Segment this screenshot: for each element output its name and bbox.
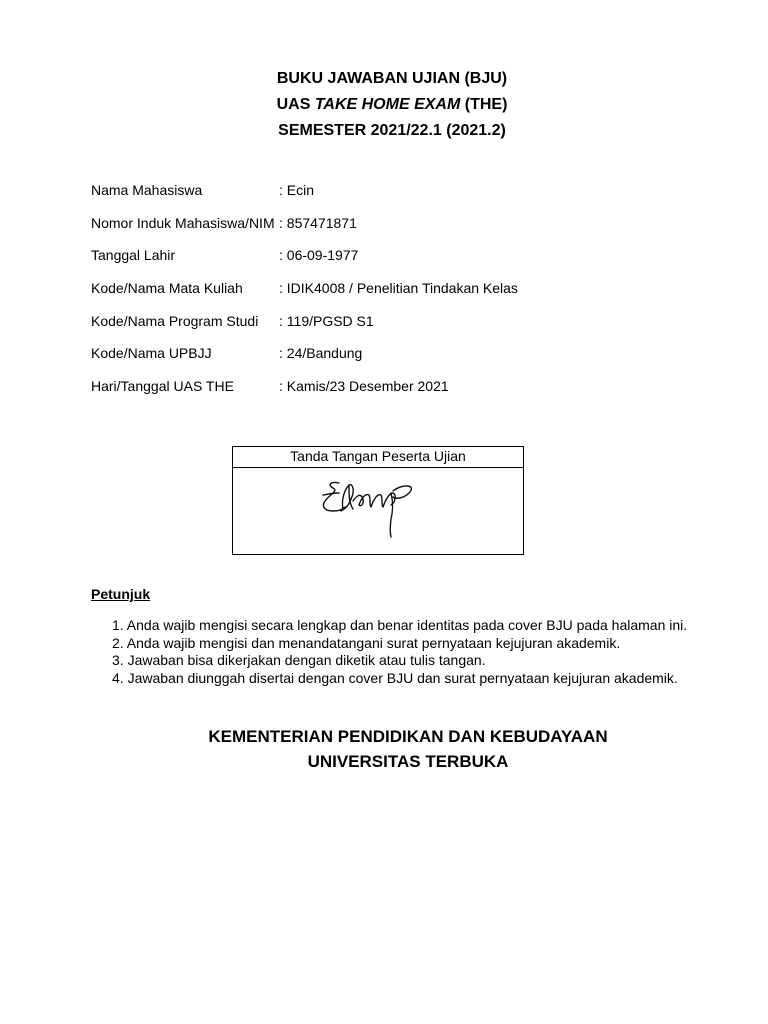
identity-row xyxy=(91,245,731,278)
identity-row xyxy=(91,311,731,344)
title-line-1: BUKU JAWABAN UJIAN (BJU) xyxy=(276,70,508,87)
identity-value: : Ecin xyxy=(279,182,315,198)
identity-label: Nama Mahasiswa xyxy=(91,182,203,198)
identity-row xyxy=(91,213,731,246)
institution-footer xyxy=(0,724,768,774)
instruction-item: 2. Anda wajib mengisi dan menandatangani surat pernyataan kejujuran akademik. xyxy=(112,634,621,651)
ministry-name: KEMENTERIAN PENDIDIKAN DAN KEBUDAYAAN xyxy=(208,727,608,746)
signature-box-header: Tanda Tangan Peserta Ujian xyxy=(233,447,523,468)
instruction-list xyxy=(112,617,732,687)
title-line-2-prefix: UAS xyxy=(276,96,315,113)
identity-row xyxy=(91,278,731,311)
identity-row xyxy=(91,376,731,409)
identity-value: : IDIK4008 / Penelitian Tindakan Kelas xyxy=(279,280,518,297)
university-name: UNIVERSITAS TERBUKA xyxy=(307,752,509,771)
identity-label: Kode/Nama Program Studi xyxy=(91,312,259,329)
title-line-2-suffix: (THE) xyxy=(460,96,508,113)
signature-image xyxy=(319,471,429,553)
identity-value: : 06-09-1977 xyxy=(279,247,359,264)
identity-label: Kode/Nama Mata Kuliah xyxy=(91,280,243,297)
identity-value: : Kamis/23 Desember 2021 xyxy=(279,378,449,395)
instruction-item: 3. Jawaban bisa dikerjakan dengan diketik atau tulis tangan. xyxy=(112,652,486,668)
identity-section xyxy=(91,180,731,409)
signature-box xyxy=(232,446,524,555)
identity-label: Hari/Tanggal UAS THE xyxy=(91,378,234,395)
identity-value: : 24/Bandung xyxy=(279,345,363,362)
instruction-item: 1. Anda wajib mengisi secara lengkap dan benar identitas pada cover BJU pada halaman ini. xyxy=(112,617,688,633)
instruction-item: 4. Jawaban diunggah disertai dengan cover BJU dan surat pernyataan kejujuran akademik. xyxy=(112,669,678,686)
identity-label: Tanggal Lahir xyxy=(91,247,176,264)
title-line-2-italic: TAKE HOME EXAM xyxy=(314,96,461,113)
title-line-2 xyxy=(0,92,768,118)
title-line-3: SEMESTER 2021/22.1 (2021.2) xyxy=(278,122,506,139)
identity-label: Kode/Nama UPBJJ xyxy=(91,345,212,362)
identity-value: : 119/PGSD S1 xyxy=(279,312,374,329)
petunjuk-heading: Petunjuk xyxy=(91,586,151,602)
identity-row xyxy=(91,343,731,376)
identity-value: : 857471871 xyxy=(279,214,357,231)
identity-row xyxy=(91,180,731,213)
document-title xyxy=(0,66,768,144)
identity-label: Nomor Induk Mahasiswa/NIM xyxy=(91,214,275,231)
